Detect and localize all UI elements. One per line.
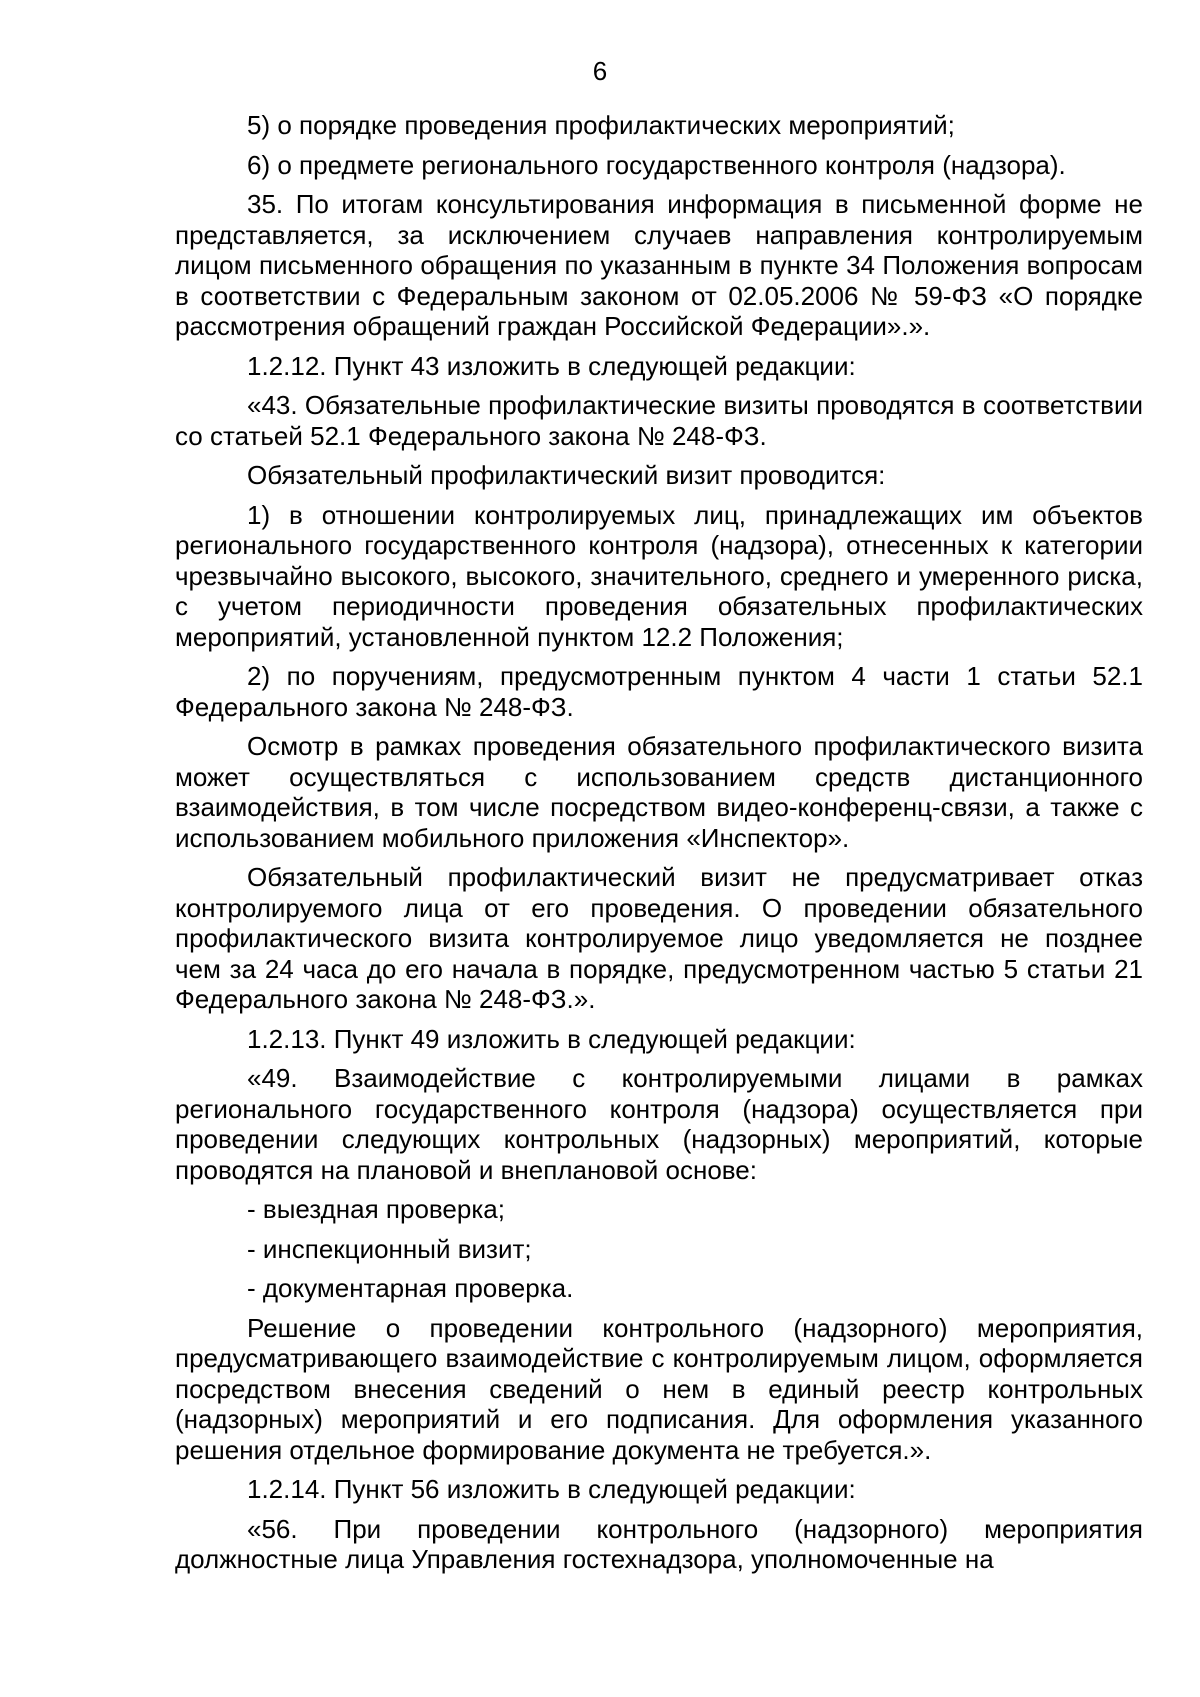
- paragraph: 6) о предмете регионального государственного контроля (надзора).: [247, 149, 1066, 180]
- paragraph: 35. По итогам консультирования информация в письменной форме не представляется, за исключением случаев направления контролируемым лицом письменного обращения по указанным в пункте 34 Положения вопросам в соответствии с Федеральным законом от 02.05.2006 № 59-ФЗ «О порядке рассмотрения обращений граждан Российской Федерации».».: [175, 189, 1143, 341]
- page-number: 6: [592, 56, 608, 86]
- paragraph: 1.2.14. Пункт 56 изложить в следующей редакции:: [247, 1474, 856, 1504]
- paragraph: Обязательный профилактический визит не предусматривает отказ контролируемого лица от его проведения. О проведении обязательного профилактического визита контролируемое лицо уведомляется не позднее чем за 24 часа до его начала в порядке, предусмотренном частью 5 статьи 21 Федерального закона № 248-ФЗ.».: [175, 862, 1143, 1014]
- paragraph: «56. При проведении контрольного (надзорного) мероприятия должностные лица Управления гостехнадзора, уполномоченные на: [175, 1513, 1143, 1574]
- paragraph: «43. Обязательные профилактические визиты проводятся в соответствии со статьей 52.1 Федерального закона № 248-ФЗ.: [175, 390, 1143, 451]
- paragraph: 1) в отношении контролируемых лиц, принадлежащих им объектов регионального государственного контроля (надзора), отнесенных к категории чрезвычайно высокого, высокого, значительного, среднего и умеренного риска, с учетом периодичности проведения обязательных профилактических мероприятий, установленной пунктом 12.2 Положения;: [175, 499, 1143, 652]
- list-item: - инспекционный визит;: [247, 1233, 532, 1264]
- paragraph: Решение о проведении контрольного (надзорного) мероприятия, предусматривающего взаимодействие с контролируемым лицом, оформляется посредством внесения сведений о нем в единый реестр контрольных (надзорных) мероприятий и его подписания. Для оформления указанного решения отдельное формирование документа не требуется.».: [175, 1312, 1143, 1465]
- paragraph: 1.2.12. Пункт 43 изложить в следующей редакции:: [247, 350, 856, 381]
- paragraph: 1.2.13. Пункт 49 изложить в следующей редакции:: [247, 1023, 856, 1054]
- paragraph: 2) по поручениям, предусмотренным пунктом 4 части 1 статьи 52.1 Федерального закона № 248-ФЗ.: [175, 661, 1143, 722]
- list-item: - документарная проверка.: [247, 1273, 574, 1303]
- paragraph: Осмотр в рамках проведения обязательного профилактического визита может осуществляться с использованием средств дистанционного взаимодействия, в том числе посредством видео-конференц-связи, а также с использованием мобильного приложения «Инспектор».: [175, 731, 1143, 853]
- paragraph: Обязательный профилактический визит проводится:: [247, 460, 886, 490]
- document-body: [175, 110, 1143, 1584]
- paragraph: «49. Взаимодействие с контролируемыми лицами в рамках регионального государственного контроля (надзора) осуществляется при проведении следующих контрольных (надзорных) мероприятий, которые проводятся на плановой и внеплановой основе:: [175, 1063, 1143, 1185]
- list-item: - выездная проверка;: [247, 1194, 505, 1224]
- paragraph: 5) о порядке проведения профилактических мероприятий;: [247, 110, 955, 140]
